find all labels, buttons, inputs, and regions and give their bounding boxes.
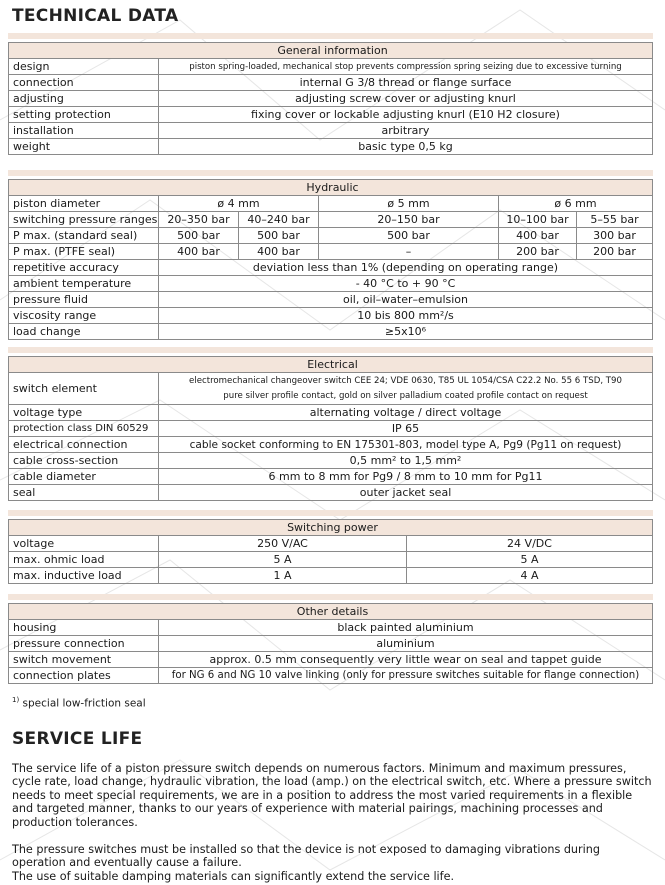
row-label: pressure connection	[9, 636, 159, 652]
cell: 500 bar	[319, 228, 499, 244]
row-value: fixing cover or lockable adjusting knurl (E10 H2 closure)	[159, 107, 653, 123]
cell: 1 A	[159, 568, 407, 584]
service-life-paragraph-1: The service life of a piston pressure switch depends on numerous factors. Minimum and maximum pressures, cycle rate, load change, hydraulic vibration, the load (amp.) on the electrical switch, etc. Where a pressure switch needs to meet special requirements, we are in a position to address the most varied requirements in a flexible and targeted manner, thanks to our years of experience with material pairings, machining processes and production tolerances.	[12, 762, 652, 829]
row-label: max. inductive load	[9, 568, 159, 584]
row-label: setting protection	[9, 107, 159, 123]
cell: 250 V/AC	[159, 536, 407, 552]
table-row	[9, 636, 653, 652]
row-label: voltage type	[9, 405, 159, 421]
cell: 500 bar	[159, 228, 239, 244]
hydraulic-table	[8, 179, 653, 340]
cell: 200 bar	[499, 244, 577, 260]
section-top-bar	[8, 170, 653, 176]
row-label: max. ohmic load	[9, 552, 159, 568]
service-life-paragraph-2-line-1: The pressure switches must be installed so that the device is not exposed to damaging vibrations during operation and eventually cause a failure.	[12, 843, 600, 870]
table-row	[9, 212, 653, 228]
row-value: 6 mm to 8 mm for Pg9 / 8 mm to 10 mm for Pg11	[159, 469, 653, 485]
cell: 10–100 bar	[499, 212, 577, 228]
table-row	[9, 91, 653, 107]
row-value: IP 65	[159, 421, 653, 437]
row-value: adjusting screw cover or adjusting knurl	[159, 91, 653, 107]
cell: 400 bar	[239, 244, 319, 260]
table-row	[9, 568, 653, 584]
table-row	[9, 107, 653, 123]
table-row	[9, 260, 653, 276]
service-life-heading: SERVICE LIFE	[12, 729, 143, 749]
table-row	[9, 485, 653, 501]
row-label: weight	[9, 139, 159, 155]
table-row	[9, 405, 653, 421]
row-label: protection class DIN 60529	[9, 421, 159, 437]
cell: 5 A	[407, 552, 653, 568]
row-label: pressure fluid	[9, 292, 159, 308]
row-label: switch element	[9, 373, 159, 405]
row-value: deviation less than 1% (depending on operating range)	[159, 260, 653, 276]
cell: 200 bar	[577, 244, 653, 260]
table-row	[9, 421, 653, 437]
table-row	[9, 292, 653, 308]
row-value: cable socket conforming to EN 175301-803, model type A, Pg9 (Pg11 on request)	[159, 437, 653, 453]
table-row	[9, 437, 653, 453]
row-label: adjusting	[9, 91, 159, 107]
row-value: - 40 °C to + 90 °C	[159, 276, 653, 292]
cell: 20–350 bar	[159, 212, 239, 228]
row-label: ambient temperature	[9, 276, 159, 292]
switch-element-line1: electromechanical changeover switch CEE 24; VDE 0630, T85 UL 1054/CSA C22.2 No. 55 6 TSD, T90	[189, 375, 622, 386]
cell: 300 bar	[577, 228, 653, 244]
table-row	[9, 552, 653, 568]
row-label: connection	[9, 75, 159, 91]
row-label: P max. (standard seal)	[9, 228, 159, 244]
cell: 4 A	[407, 568, 653, 584]
row-label: switch movement	[9, 652, 159, 668]
row-value: oil, oil–water–emulsion	[159, 292, 653, 308]
row-label: viscosity range	[9, 308, 159, 324]
table-row	[9, 196, 653, 212]
table-row	[9, 652, 653, 668]
row-label: design	[9, 59, 159, 75]
piston-6mm: ø 6 mm	[499, 196, 653, 212]
row-label: voltage	[9, 536, 159, 552]
row-label: cable diameter	[9, 469, 159, 485]
electrical-title: Electrical	[9, 357, 653, 373]
section-top-bar	[8, 594, 653, 600]
row-label: cable cross-section	[9, 453, 159, 469]
table-row	[9, 668, 653, 684]
cell: 24 V/DC	[407, 536, 653, 552]
row-value: 10 bis 800 mm²/s	[159, 308, 653, 324]
other-details-title: Other details	[9, 604, 653, 620]
cell: 400 bar	[159, 244, 239, 260]
technical-data-heading: TECHNICAL DATA	[12, 6, 179, 26]
row-label: P max. (PTFE seal)	[9, 244, 159, 260]
cell: 20–150 bar	[319, 212, 499, 228]
table-row	[9, 59, 653, 75]
switch-element-value	[159, 373, 653, 405]
table-row	[9, 244, 653, 260]
row-label: housing	[9, 620, 159, 636]
row-label: switching pressure ranges	[9, 212, 159, 228]
cell: 500 bar	[239, 228, 319, 244]
row-value: basic type 0,5 kg	[159, 139, 653, 155]
row-value: black painted aluminium	[159, 620, 653, 636]
switching-power-title: Switching power	[9, 520, 653, 536]
table-row	[9, 453, 653, 469]
section-top-bar	[8, 33, 653, 39]
general-information-title: General information	[9, 43, 653, 59]
row-value: internal G 3/8 thread or flange surface	[159, 75, 653, 91]
switch-element-line2: pure silver profile contact, gold on silver palladium coated profile contact on request	[223, 390, 588, 401]
footnote	[12, 696, 146, 710]
general-information-table	[8, 42, 653, 155]
row-label: connection plates	[9, 668, 159, 684]
cell: 5–55 bar	[577, 212, 653, 228]
table-row	[9, 324, 653, 340]
row-value: 0,5 mm² to 1,5 mm²	[159, 453, 653, 469]
cell: 40–240 bar	[239, 212, 319, 228]
row-value: outer jacket seal	[159, 485, 653, 501]
cell: 400 bar	[499, 228, 577, 244]
table-row	[9, 228, 653, 244]
table-row	[9, 123, 653, 139]
piston-4mm: ø 4 mm	[159, 196, 319, 212]
row-value: approx. 0.5 mm consequently very little wear on seal and tappet guide	[159, 652, 653, 668]
cell: 5 A	[159, 552, 407, 568]
table-row	[9, 308, 653, 324]
row-label: electrical connection	[9, 437, 159, 453]
table-row	[9, 276, 653, 292]
footnote-mark: 1)	[12, 696, 20, 704]
switching-power-table	[8, 519, 653, 584]
row-value: arbitrary	[159, 123, 653, 139]
piston-5mm: ø 5 mm	[319, 196, 499, 212]
other-details-table	[8, 603, 653, 684]
row-value: for NG 6 and NG 10 valve linking (only for pressure switches suitable for flange connection)	[159, 668, 653, 684]
hydraulic-title: Hydraulic	[9, 180, 653, 196]
row-label: installation	[9, 123, 159, 139]
table-row	[9, 469, 653, 485]
table-row	[9, 75, 653, 91]
table-row	[9, 620, 653, 636]
table-row	[9, 536, 653, 552]
row-value: piston spring-loaded, mechanical stop prevents compression spring seizing due to excessive turning	[159, 59, 653, 75]
row-value: alternating voltage / direct voltage	[159, 405, 653, 421]
service-life-paragraph-2	[12, 843, 652, 883]
row-value: aluminium	[159, 636, 653, 652]
electrical-table	[8, 356, 653, 501]
footnote-text: special low-friction seal	[22, 697, 146, 710]
row-label: repetitive accuracy	[9, 260, 159, 276]
cell: –	[319, 244, 499, 260]
row-value: ≥5x10⁶	[159, 324, 653, 340]
table-row	[9, 139, 653, 155]
row-label: load change	[9, 324, 159, 340]
service-life-paragraph-2-line-2: The use of suitable damping materials can significantly extend the service life.	[12, 869, 455, 883]
section-top-bar	[8, 347, 653, 353]
section-top-bar	[8, 510, 653, 516]
table-row	[9, 373, 653, 405]
row-label: seal	[9, 485, 159, 501]
row-label: piston diameter	[9, 196, 159, 212]
